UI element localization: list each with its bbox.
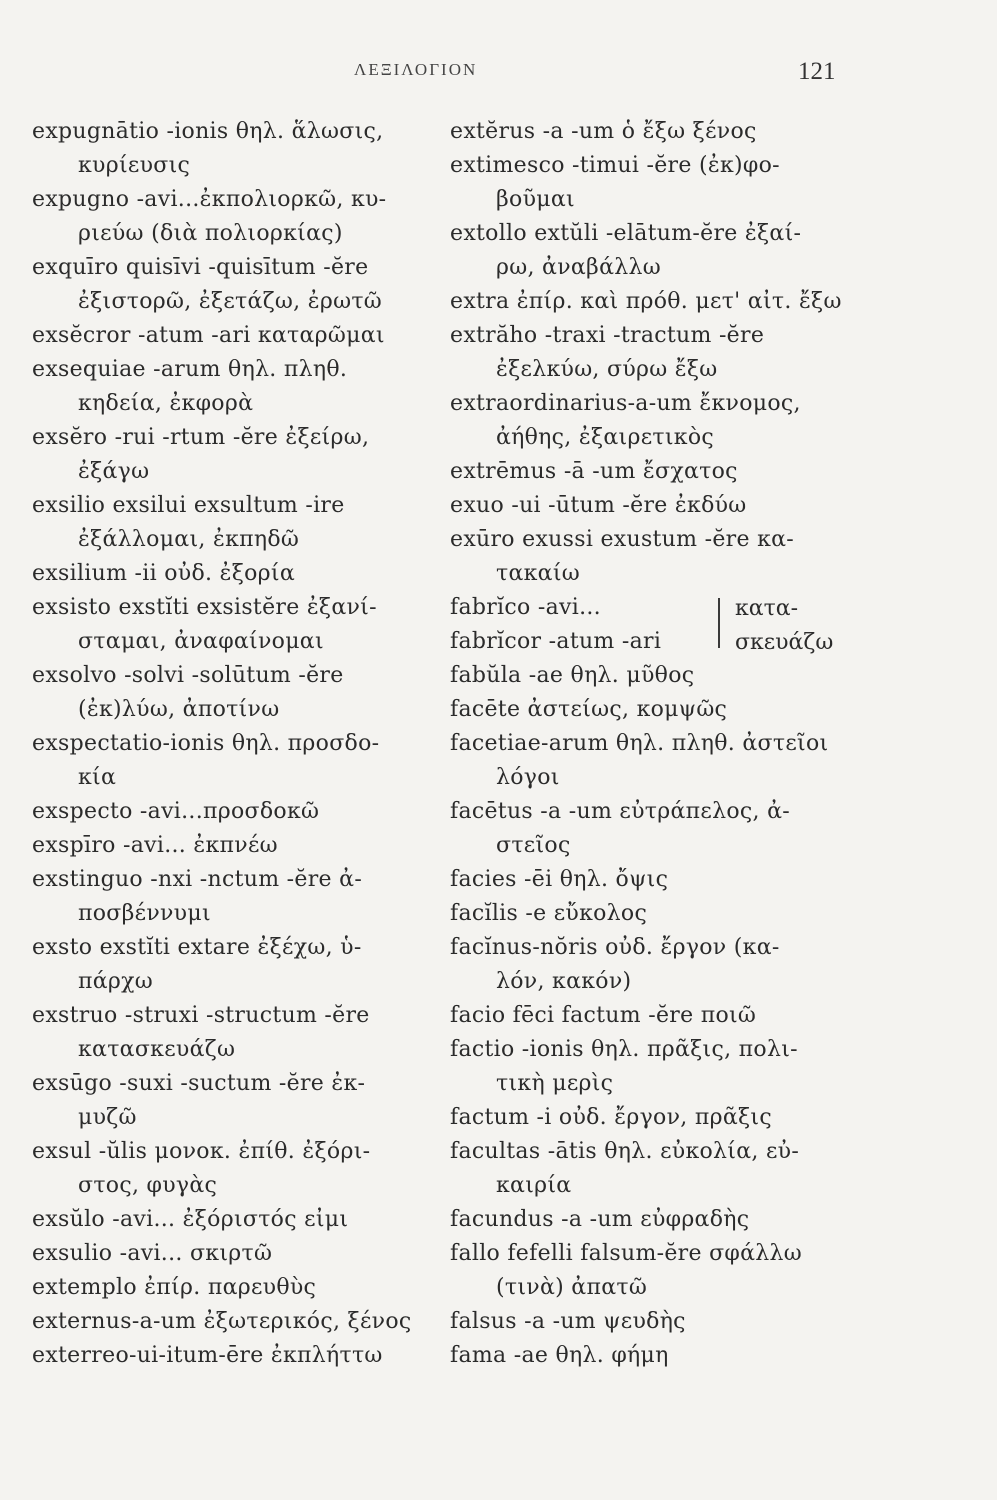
right-entry-line: extrăho -traxi -tractum -ĕre	[450, 323, 765, 348]
shared-definition-line-1: κατα-	[735, 596, 799, 621]
right-entry-line: facies -ēi θηλ. ὄψις	[450, 867, 669, 892]
left-entry-line: exsequiae -arum θηλ. πληθ.	[32, 357, 348, 382]
page-number: 121	[798, 58, 836, 85]
right-entry-line: facundus -a -um εὐφραδὴς	[450, 1207, 750, 1232]
left-entry-line: exsulio -avi... σκιρτῶ	[32, 1241, 273, 1266]
right-entry-line: ἀήθης, ἐξαιρετικὸς	[496, 425, 715, 450]
left-entry-line: exsĕcror -atum -ari καταρῶμαι	[32, 323, 385, 348]
brace-mark	[718, 598, 722, 648]
left-entry-line: exspīro -avi... ἐκπνέω	[32, 833, 278, 858]
left-entry-line: σταμαι, ἀναφαίνομαι	[78, 629, 324, 654]
right-entry-line: fallo fefelli falsum-ĕre σφάλλω	[450, 1241, 802, 1266]
left-entry-line: (ἐκ)λύω, ἀποτίνω	[78, 697, 280, 722]
left-entry-line: ποσβέννυμι	[78, 901, 211, 926]
right-entry-line: λόγοι	[496, 765, 560, 790]
right-entry-line: τακαίω	[496, 561, 580, 586]
right-entry-line: extraordinarius-a-um ἔκνομος,	[450, 391, 801, 416]
left-entry-line: externus-a-um ἐξωτερικός, ξένος	[32, 1309, 412, 1334]
left-entry-line: κυρίευσις	[78, 153, 191, 178]
right-entry-line: ρω, ἀναβάλλω	[496, 255, 661, 280]
right-entry-line: facultas -ātis θηλ. εὐκολία, εὐ-	[450, 1139, 800, 1164]
left-entry-line: στος, φυγὰς	[78, 1173, 218, 1198]
left-entry-line: exsilio exsilui exsultum -ire	[32, 493, 345, 518]
right-entry-line: extra ἐπίρ. καὶ πρόθ. μετ' αἰτ. ἔξω	[450, 289, 842, 314]
right-entry-line: extrēmus -ā -um ἔσχατος	[450, 459, 738, 484]
right-entry-line: καιρία	[496, 1173, 572, 1198]
right-entry-line: factum -i οὐδ. ἔργον, πρᾶξις	[450, 1105, 772, 1130]
page-header	[0, 58, 997, 88]
right-entry-line: exuo -ui -ūtum -ĕre ἐκδύω	[450, 493, 747, 518]
right-column	[450, 115, 850, 1373]
right-entry-line: extollo extŭli -elātum-ĕre ἐξαί-	[450, 221, 802, 246]
right-entry-line: λόν, κακόν)	[496, 969, 632, 994]
running-title: ΛΕΞΙΛΟΓΙΟΝ	[354, 60, 478, 79]
left-entry-line: exsolvo -solvi -solūtum -ĕre	[32, 663, 344, 688]
shared-definition	[735, 592, 833, 660]
left-column	[32, 115, 432, 1373]
right-entry-line: ἐξελκύω, σύρω ἔξω	[496, 357, 718, 382]
right-entry-line: facio fēci factum -ĕre ποιῶ	[450, 1003, 757, 1028]
right-entry-line: facetiae-arum θηλ. πληθ. ἀστεῖοι	[450, 731, 829, 756]
left-entry-line: expugno -avi...ἐκπολιορκῶ, κυ-	[32, 187, 387, 212]
right-entry-line: τικὴ μερὶς	[496, 1071, 614, 1096]
left-entry-line: exsul -ŭlis μονοκ. ἐπίθ. ἐξόρι-	[32, 1139, 371, 1164]
left-entry-line: πάρχω	[78, 969, 154, 994]
left-entry-line: ἐξάγω	[78, 459, 150, 484]
left-entry-line: extemplo ἐπίρ. παρευθὺς	[32, 1275, 317, 1300]
right-entry-line: extĕrus -a -um ὁ ἔξω ξένος	[450, 119, 757, 144]
shared-definition-line-2: σκευάζω	[735, 630, 834, 655]
left-entry-line: exstinguo -nxi -nctum -ĕre ἀ-	[32, 867, 363, 892]
left-entry-line: κία	[78, 765, 117, 790]
right-entry-line: (τινὰ) ἀπατῶ	[496, 1275, 648, 1300]
right-entry-line: facĭnus-nŏris οὐδ. ἔργον (κα-	[450, 935, 780, 960]
left-entry-line: exsilium -ii οὐδ. ἐξορία	[32, 561, 295, 586]
left-entry-line: exsūgo -suxi -suctum -ĕre ἐκ-	[32, 1071, 366, 1096]
right-entry-line: extimesco -timui -ĕre (ἐκ)φο-	[450, 153, 780, 178]
left-entry-line: exterreo-ui-itum-ēre ἐκπλήττω	[32, 1343, 383, 1368]
right-entry-line: fama -ae θηλ. φήμη	[450, 1343, 669, 1368]
right-entry-line: facĭlis -e εὔκολος	[450, 901, 648, 926]
right-entry-line: factio -ionis θηλ. πρᾶξις, πολι-	[450, 1037, 798, 1062]
right-entry-line: facētus -a -um εὐτράπελος, ἀ-	[450, 799, 790, 824]
right-entry-line: στεῖος	[496, 833, 571, 858]
right-entry-line: facēte ἀστείως, κομψῶς	[450, 697, 728, 722]
left-entry-line: exspectatio-ionis θηλ. προσδο-	[32, 731, 380, 756]
right-entry-line: falsus -a -um ψευδὴς	[450, 1309, 686, 1334]
left-entry-line: ριεύω (διὰ πολιορκίας)	[78, 221, 343, 246]
right-entry-line: exūro exussi exustum -ĕre κα-	[450, 527, 795, 552]
left-entry-line: ἐξιστορῶ, ἐξετάζω, ἐρωτῶ	[78, 289, 383, 314]
right-entry-line: fabrĭco -avi...	[450, 595, 601, 620]
left-entry-line: exspecto -avi...προσδοκῶ	[32, 799, 320, 824]
left-entry-line: ἐξάλλομαι, ἐκπηδῶ	[78, 527, 300, 552]
left-entry-line: exquīro quisīvi -quisītum -ĕre	[32, 255, 369, 280]
left-entry-line: exsĕro -rui -rtum -ĕre ἐξείρω,	[32, 425, 370, 450]
right-entry-line: βοῦμαι	[496, 187, 575, 212]
left-entry-line: expugnātio -ionis θηλ. ἅλωσις,	[32, 119, 384, 144]
left-entry-line: exsŭlo -avi... ἐξόριστός εἰμι	[32, 1207, 349, 1232]
left-entry-line: κηδεία, ἐκφορὰ	[78, 391, 254, 416]
right-entry-line: fabŭla -ae θηλ. μῦθος	[450, 663, 695, 688]
left-entry-line: κατασκευάζω	[78, 1037, 236, 1062]
right-entry-line: fabrĭcor -atum -ari	[450, 629, 662, 654]
left-entry-line: exsto exstĭti extare ἐξέχω, ὑ-	[32, 935, 362, 960]
left-entry-line: exstruo -struxi -structum -ĕre	[32, 1003, 370, 1028]
left-entry-line: exsisto exstĭti exsistĕre ἐξανί-	[32, 595, 377, 620]
left-entry-line: μυζῶ	[78, 1105, 137, 1130]
